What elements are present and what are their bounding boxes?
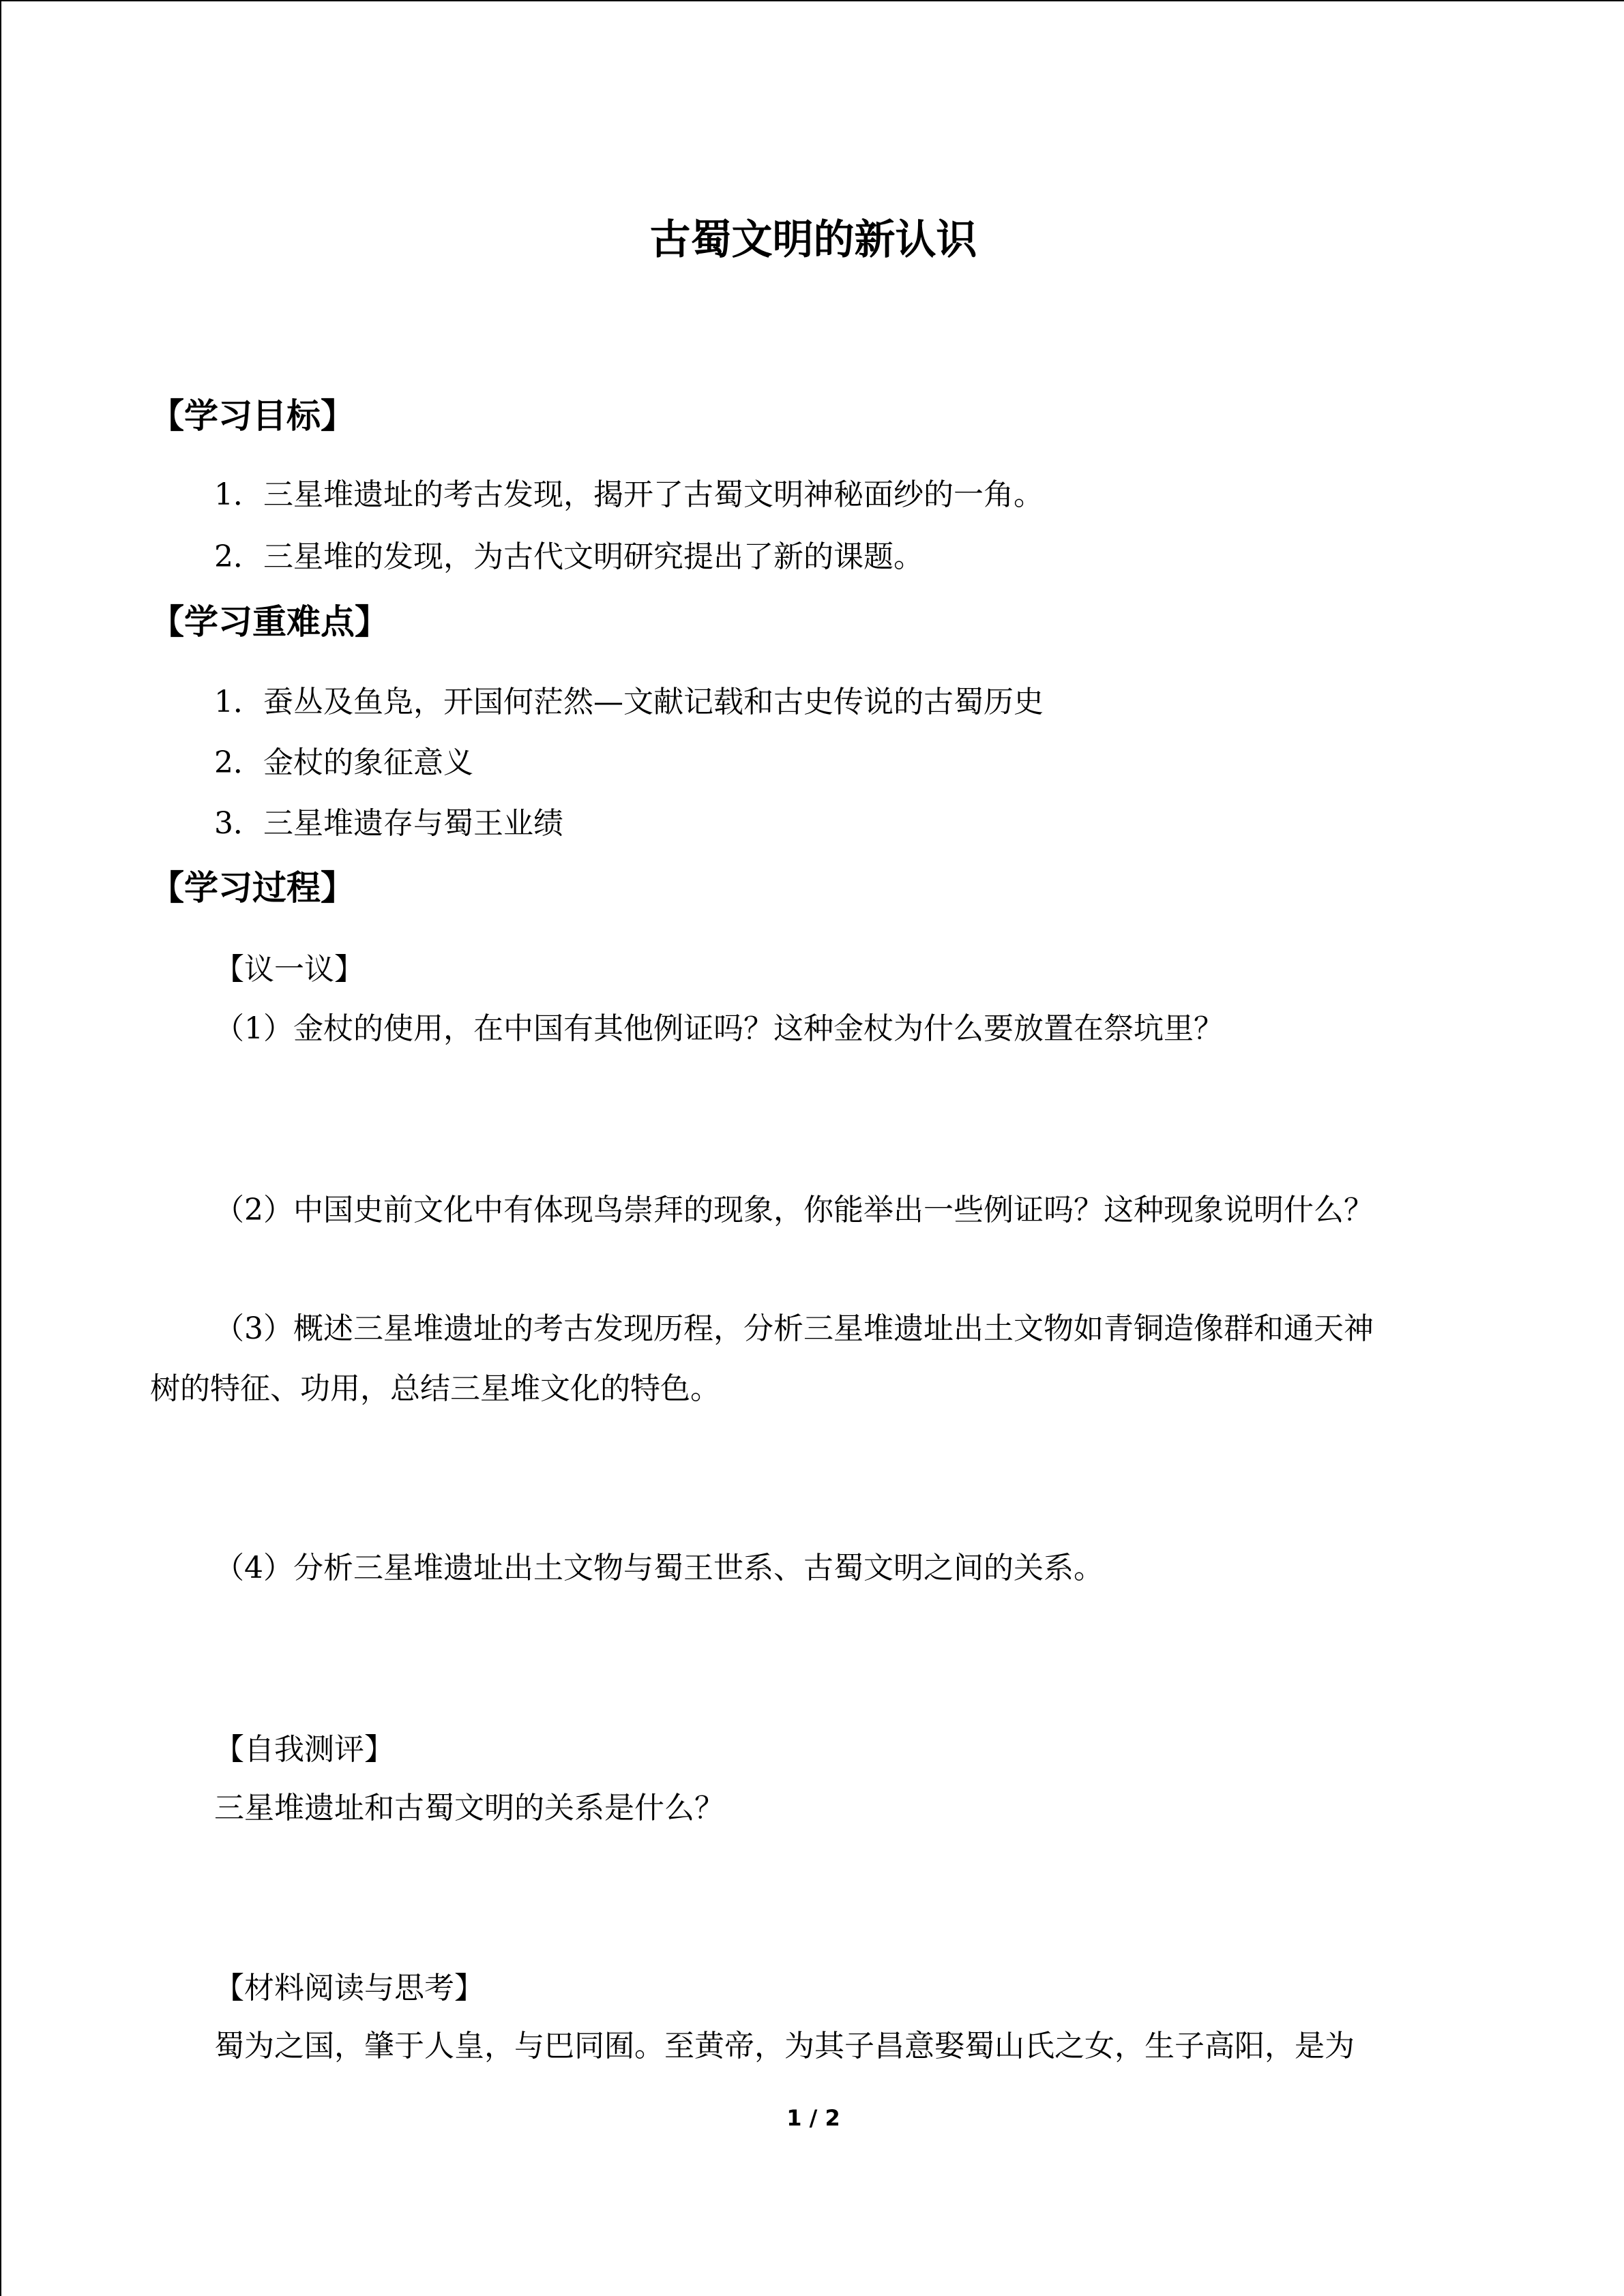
discuss-question-1: （1）金杖的使用，在中国有其他例证吗？这种金杖为什么要放置在祭坑里？ — [214, 1011, 1224, 1046]
discuss-label: 【议一议】 — [214, 952, 364, 987]
discuss-question-3-line-1: （3）概述三星堆遗址的考古发现历程，分析三星堆遗址出土文物如青铜造像群和通天神 — [214, 1311, 1374, 1346]
discuss-question-3-line-2: 树的特征、功用，总结三星堆文化的特色。 — [150, 1371, 720, 1406]
objective-item-1: 1．三星堆遗址的考古发现，揭开了古蜀文明神秘面纱的一角。 — [214, 477, 1044, 512]
discuss-question-4: （4）分析三星堆遗址出土文物与蜀王世系、古蜀文明之间的关系。 — [214, 1551, 1104, 1585]
key-point-item-2: 2．金杖的象征意义 — [214, 745, 473, 780]
page-number: 1 / 2 — [786, 2105, 840, 2131]
objectives-heading: 【学习目标】 — [150, 396, 355, 436]
self-test-question: 三星堆遗址和古蜀文明的关系是什么？ — [214, 1791, 724, 1825]
reading-label: 【材料阅读与思考】 — [214, 1971, 484, 2006]
discuss-question-2: （2）中国史前文化中有体现鸟崇拜的现象，你能举出一些例证吗？这种现象说明什么？ — [214, 1193, 1374, 1227]
key-point-item-3: 3．三星堆遗存与蜀王业绩 — [214, 806, 563, 841]
reading-text: 蜀为之国，肇于人皇，与巴同囿。至黄帝，为其子昌意娶蜀山氏之女，生子高阳，是为 — [214, 2029, 1355, 2063]
page-title: 古蜀文明的新认识 — [649, 216, 977, 264]
key-points-heading: 【学习重难点】 — [150, 601, 389, 642]
key-point-item-1: 1．蚕丛及鱼凫，开国何茫然—文献记载和古史传说的古蜀历史 — [214, 685, 1044, 719]
self-test-label: 【自我测评】 — [214, 1732, 394, 1767]
process-heading: 【学习过程】 — [150, 867, 355, 908]
objective-item-2: 2．三星堆的发现，为古代文明研究提出了新的课题。 — [214, 539, 924, 574]
